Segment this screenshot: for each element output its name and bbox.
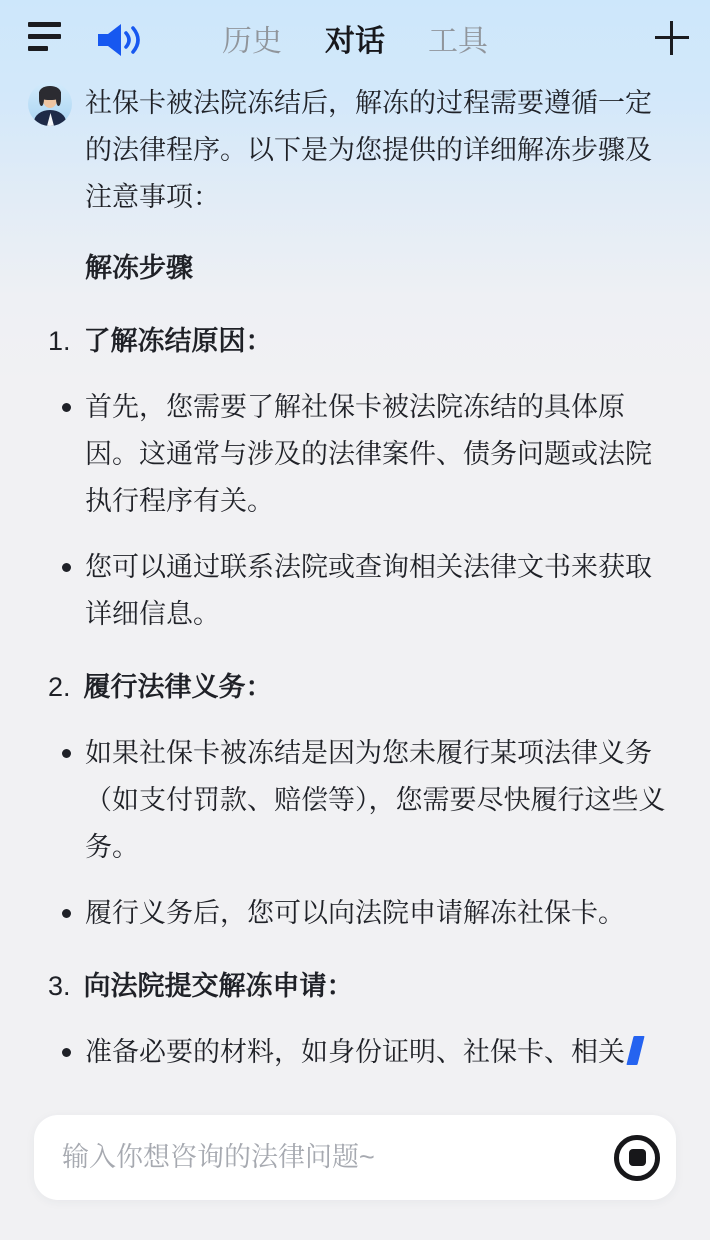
bullet-text: 如果社保卡被冻结是因为您未履行某项法律义务（如支付罚款、赔偿等），您需要尽快履行这些义务。 xyxy=(85,738,666,862)
step-heading xyxy=(48,963,710,1010)
composer-bar xyxy=(0,1115,710,1240)
message-input[interactable] xyxy=(60,1141,614,1174)
step-number: 1. xyxy=(48,326,71,356)
assistant-message xyxy=(0,82,710,221)
section-heading: 解冻步骤 xyxy=(85,253,193,283)
stop-button[interactable] xyxy=(614,1135,660,1181)
tab-chat[interactable]: 对话 xyxy=(325,16,385,60)
top-bar xyxy=(0,0,710,76)
bullet-text: 首先，您需要了解社保卡被法院冻结的具体原因。这通常与涉及的法律案件、债务问题或法院执行程序有关。 xyxy=(85,392,652,516)
bullet-item xyxy=(85,890,677,937)
stop-icon xyxy=(629,1149,646,1166)
typing-cursor-icon xyxy=(626,1036,644,1065)
step-title: 了解冻结原因： xyxy=(83,326,273,356)
bullet-list xyxy=(0,1029,710,1076)
bullet-text: 您可以通过联系法院或查询相关法律文书来获取详细信息。 xyxy=(85,552,652,629)
step-heading xyxy=(48,318,710,365)
step-number: 3. xyxy=(48,971,71,1001)
bullet-item xyxy=(85,544,677,638)
new-chat-button[interactable] xyxy=(654,20,690,56)
step-title: 履行法律义务： xyxy=(83,672,273,702)
tab-bar xyxy=(0,0,710,76)
message-input-box[interactable] xyxy=(34,1115,676,1200)
tab-history[interactable]: 历史 xyxy=(222,16,282,60)
bullet-text: 履行义务后，您可以向法院申请解冻社保卡。 xyxy=(85,898,625,928)
bullet-list xyxy=(0,384,710,638)
tab-tools[interactable]: 工具 xyxy=(428,16,488,60)
bullet-item xyxy=(85,384,677,525)
step-section xyxy=(0,318,710,638)
bullet-text: 准备必要的材料，如身份证明、社保卡、相关 xyxy=(85,1037,625,1067)
bullet-item xyxy=(85,730,677,871)
steps-list xyxy=(0,318,710,1076)
chat-area xyxy=(0,82,710,1076)
step-heading xyxy=(48,664,710,711)
bullet-list xyxy=(0,730,710,937)
step-title: 向法院提交解冻申请： xyxy=(83,971,354,1001)
step-section xyxy=(0,963,710,1076)
assistant-avatar xyxy=(28,82,72,126)
step-number: 2. xyxy=(48,672,71,702)
bullet-item xyxy=(85,1029,677,1076)
step-section xyxy=(0,664,710,937)
message-intro: 社保卡被法院冻结后，解冻的过程需要遵循一定的法律程序。以下是为您提供的详细解冻步骤及注意事项： xyxy=(85,88,652,212)
